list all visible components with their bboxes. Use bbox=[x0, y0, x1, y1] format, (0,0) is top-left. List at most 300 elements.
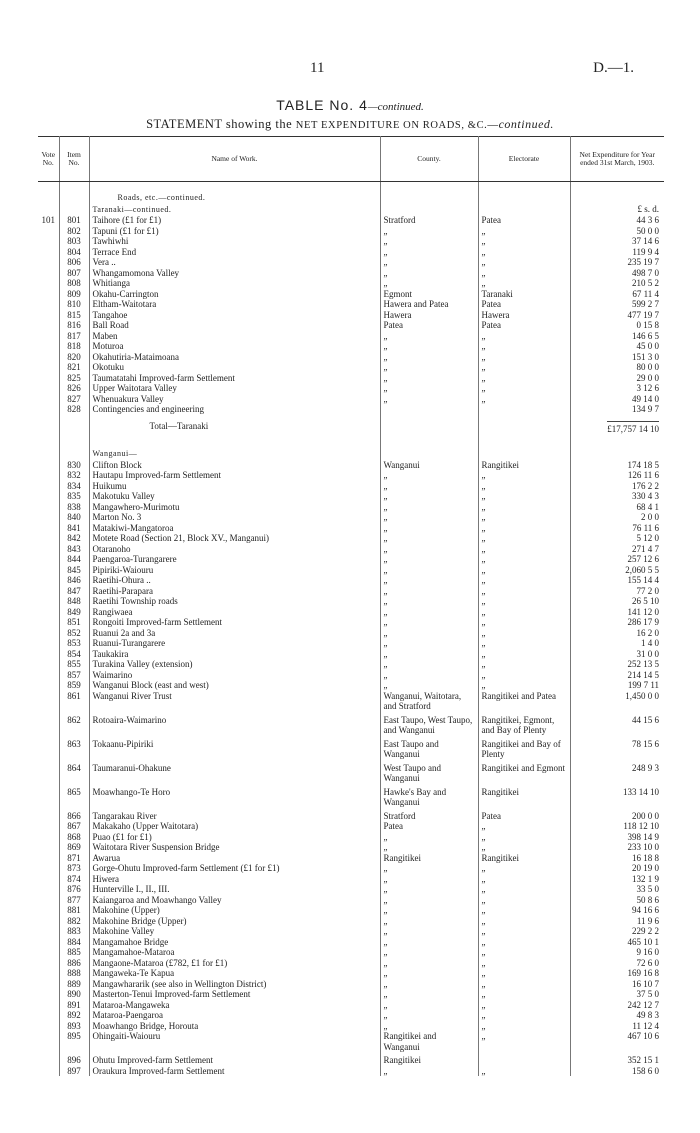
item-number: 807 bbox=[59, 268, 89, 279]
amount-cell: 44 15 6 bbox=[632, 714, 659, 725]
electorate-cell: „ bbox=[478, 905, 570, 916]
table-body bbox=[38, 182, 664, 1077]
electorate-cell: „ bbox=[478, 842, 570, 853]
total-label: Total—Taranaki bbox=[89, 415, 380, 449]
amount-cell: 50 0 0 bbox=[636, 225, 659, 236]
county-cell: „ bbox=[380, 1021, 478, 1032]
work-name: Taihore (£1 for £1) bbox=[89, 215, 380, 226]
vote-cell bbox=[38, 874, 59, 885]
item-number: 881 bbox=[59, 905, 89, 916]
table-row bbox=[38, 659, 664, 670]
amount-cell: 9 16 0 bbox=[636, 947, 659, 957]
county-cell: „ bbox=[380, 502, 478, 513]
county-cell: „ bbox=[380, 575, 478, 586]
vote-cell bbox=[38, 853, 59, 864]
county-cell: Stratford bbox=[380, 215, 478, 226]
vote-cell bbox=[38, 649, 59, 660]
item-number: 803 bbox=[59, 236, 89, 247]
work-name: Mangaone-Mataroa (£782, £1 for £1) bbox=[89, 958, 380, 969]
item-number: 849 bbox=[59, 607, 89, 618]
work-name: Makakaho (Upper Waitotara) bbox=[89, 821, 380, 832]
electorate-cell: „ bbox=[478, 937, 570, 948]
amount-cell: 16 2 0 bbox=[636, 627, 659, 638]
table-row bbox=[38, 247, 664, 258]
table-row bbox=[38, 916, 664, 927]
electorate-cell: „ bbox=[478, 874, 570, 885]
county-cell: „ bbox=[380, 670, 478, 681]
work-name: Okahu-Carrington bbox=[89, 289, 380, 300]
amount-cell: 20 19 0 bbox=[632, 863, 659, 873]
work-name: Maben bbox=[89, 331, 380, 342]
amount-cell: 50 8 6 bbox=[636, 894, 659, 905]
table-row bbox=[38, 968, 664, 979]
amount-cell: 80 0 0 bbox=[636, 362, 659, 372]
work-name: Hautapu Improved-farm Settlement bbox=[89, 470, 380, 481]
vote-cell bbox=[38, 470, 59, 481]
county-cell: „ bbox=[380, 523, 478, 534]
work-name: Taukakira bbox=[89, 649, 380, 660]
county-cell: „ bbox=[380, 512, 478, 523]
item-number: 832 bbox=[59, 470, 89, 481]
electorate-cell: „ bbox=[478, 1021, 570, 1032]
vote-cell bbox=[38, 310, 59, 321]
amount-cell: 77 2 0 bbox=[636, 585, 659, 596]
item-number: 818 bbox=[59, 341, 89, 352]
table-row bbox=[38, 512, 664, 523]
county-cell: „ bbox=[380, 926, 478, 937]
vote-cell bbox=[38, 289, 59, 300]
county-cell: Rangitikei and Wanganui bbox=[380, 1031, 478, 1055]
table-row bbox=[38, 1021, 664, 1032]
amount-cell: 11 12 4 bbox=[632, 1020, 659, 1031]
electorate-cell: „ bbox=[478, 638, 570, 649]
vote-cell bbox=[38, 691, 59, 715]
work-name: Whitianga bbox=[89, 278, 380, 289]
county-cell: West Taupo and Wanganui bbox=[380, 763, 478, 787]
vote-cell bbox=[38, 607, 59, 618]
item-number: 817 bbox=[59, 331, 89, 342]
county-cell bbox=[380, 448, 478, 460]
electorate-cell: „ bbox=[478, 821, 570, 832]
table-row bbox=[38, 739, 664, 763]
work-name: Makohine Valley bbox=[89, 926, 380, 937]
work-name: Mataroa-Mangaweka bbox=[89, 1000, 380, 1011]
vote-cell bbox=[38, 958, 59, 969]
amount-cell: 49 14 0 bbox=[632, 393, 659, 404]
county-cell: „ bbox=[380, 341, 478, 352]
work-name: Rangiwaea bbox=[89, 607, 380, 618]
item-number: 897 bbox=[59, 1066, 89, 1077]
county-cell: „ bbox=[380, 331, 478, 342]
electorate-cell: Rangitikei bbox=[478, 853, 570, 864]
county-cell: „ bbox=[380, 947, 478, 958]
county-cell: „ bbox=[380, 554, 478, 565]
county-cell: Patea bbox=[380, 320, 478, 331]
county-cell: „ bbox=[380, 544, 478, 555]
subtitle-subject: NET EXPENDITURE ON ROADS, &C. bbox=[295, 120, 488, 131]
district-heading-label: Wanganui— bbox=[92, 449, 138, 458]
table-row bbox=[38, 362, 664, 373]
vote-cell bbox=[38, 373, 59, 384]
item-number: 841 bbox=[59, 523, 89, 534]
table-row bbox=[38, 502, 664, 513]
electorate-cell: Rangitikei, Egmont, and Bay of Plenty bbox=[478, 715, 570, 739]
vote-cell bbox=[38, 811, 59, 822]
item-number: 892 bbox=[59, 1010, 89, 1021]
work-name: Tokaanu-Pipiriki bbox=[89, 739, 380, 763]
work-name: Puao (£1 for £1) bbox=[89, 832, 380, 843]
table-row bbox=[38, 331, 664, 342]
vote-cell bbox=[38, 739, 59, 763]
amount-cell: 31 0 0 bbox=[636, 648, 659, 659]
header-county: County. bbox=[380, 137, 478, 182]
vote-cell bbox=[38, 268, 59, 279]
expenditure-table bbox=[38, 136, 664, 1076]
electorate-cell: „ bbox=[478, 502, 570, 513]
amount-cell: 78 15 6 bbox=[632, 738, 659, 749]
electorate-cell: „ bbox=[478, 544, 570, 555]
table-row bbox=[38, 268, 664, 279]
county-cell: Hawera bbox=[380, 310, 478, 321]
county-cell: East Taupo, West Taupo, and Wanganui bbox=[380, 715, 478, 739]
work-name: Ohutu Improved-farm Settlement bbox=[89, 1055, 380, 1066]
table-row bbox=[38, 715, 664, 739]
amount-cell: 242 12 7 bbox=[627, 999, 659, 1010]
item-number: 840 bbox=[59, 512, 89, 523]
item-number: 830 bbox=[59, 460, 89, 471]
vote-cell bbox=[38, 1066, 59, 1077]
electorate-cell: „ bbox=[478, 968, 570, 979]
total-amount-value: £17,757 14 10 bbox=[607, 421, 659, 435]
work-name: Taumaranui-Ohakune bbox=[89, 763, 380, 787]
electorate-cell: „ bbox=[478, 523, 570, 534]
electorate-cell: „ bbox=[478, 512, 570, 523]
amount-cell: 477 19 7 bbox=[627, 309, 659, 320]
work-name: Raetihi Township roads bbox=[89, 596, 380, 607]
table-row bbox=[38, 310, 664, 321]
vote-cell bbox=[38, 1031, 59, 1055]
vote-cell bbox=[38, 596, 59, 607]
item-number: 828 bbox=[59, 404, 89, 415]
electorate-cell: „ bbox=[478, 383, 570, 394]
county-cell: „ bbox=[380, 470, 478, 481]
county-cell: „ bbox=[380, 659, 478, 670]
amount-cell: 210 5 2 bbox=[632, 278, 659, 288]
amount-cell: 67 11 4 bbox=[632, 288, 659, 299]
work-name: Oraukura Improved-farm Settlement bbox=[89, 1066, 380, 1077]
amount-cell: 257 12 6 bbox=[627, 554, 659, 564]
item-number: 847 bbox=[59, 586, 89, 597]
vote-cell bbox=[38, 947, 59, 958]
amount-cell: 49 8 3 bbox=[636, 1010, 659, 1020]
work-name: Makotuku Valley bbox=[89, 491, 380, 502]
work-name: Rotoaira-Waimarino bbox=[89, 715, 380, 739]
amount-cell: 126 11 6 bbox=[627, 470, 659, 480]
amount-cell: 72 6 0 bbox=[636, 957, 659, 968]
table-row bbox=[38, 691, 664, 715]
vote-cell bbox=[38, 863, 59, 874]
table-row bbox=[38, 763, 664, 787]
county-cell: „ bbox=[380, 649, 478, 660]
title-suffix: —continued. bbox=[367, 101, 424, 113]
work-name: Moawhango-Te Horo bbox=[89, 787, 380, 811]
amount-cell: 252 13 5 bbox=[627, 659, 659, 669]
table-row bbox=[38, 575, 664, 586]
work-name: Vera .. bbox=[89, 257, 380, 268]
subtitle-continued: —continued. bbox=[487, 117, 554, 131]
district-heading-taranaki: Taranaki—continued. bbox=[92, 204, 172, 214]
electorate-cell: „ bbox=[478, 989, 570, 1000]
work-name: Marton No. 3 bbox=[89, 512, 380, 523]
vote-cell bbox=[38, 236, 59, 247]
electorate-cell: „ bbox=[478, 268, 570, 279]
vote-cell bbox=[38, 1021, 59, 1032]
electorate-cell: „ bbox=[478, 649, 570, 660]
electorate-cell: „ bbox=[478, 554, 570, 565]
amount-cell: 94 16 6 bbox=[632, 905, 659, 915]
item-number: 854 bbox=[59, 649, 89, 660]
page-number: 11 bbox=[310, 60, 325, 76]
county-cell: „ bbox=[380, 586, 478, 597]
work-name: Turakina Valley (extension) bbox=[89, 659, 380, 670]
work-name: Makohine Bridge (Upper) bbox=[89, 916, 380, 927]
work-name: Mangaweka-Te Kapua bbox=[89, 968, 380, 979]
electorate-cell: „ bbox=[478, 481, 570, 492]
county-cell: „ bbox=[380, 268, 478, 279]
table-row bbox=[38, 544, 664, 555]
table-row bbox=[38, 989, 664, 1000]
vote-cell bbox=[38, 404, 59, 415]
amount-cell: 214 14 5 bbox=[627, 669, 659, 680]
work-name: Waitotara River Suspension Bridge bbox=[89, 842, 380, 853]
electorate-cell: Patea bbox=[478, 811, 570, 822]
work-name: Makohine (Upper) bbox=[89, 905, 380, 916]
work-name: Tangahoe bbox=[89, 310, 380, 321]
district-heading-row bbox=[38, 448, 664, 460]
item-number: 869 bbox=[59, 842, 89, 853]
table-row bbox=[38, 979, 664, 990]
work-name: Rongoiti Improved-farm Settlement bbox=[89, 617, 380, 628]
amount-cell: 44 3 6 bbox=[636, 215, 659, 225]
item-number: 809 bbox=[59, 289, 89, 300]
county-cell: „ bbox=[380, 842, 478, 853]
item-number: 867 bbox=[59, 821, 89, 832]
electorate-cell: „ bbox=[478, 257, 570, 268]
amount-cell: 271 4 7 bbox=[632, 543, 659, 554]
county-cell: „ bbox=[380, 916, 478, 927]
item-number: 877 bbox=[59, 895, 89, 906]
item-number: 816 bbox=[59, 320, 89, 331]
item-number: 866 bbox=[59, 811, 89, 822]
amount-cell: 1,450 0 0 bbox=[625, 690, 659, 701]
table-row bbox=[38, 787, 664, 811]
amount-cell: 134 9 7 bbox=[632, 404, 659, 414]
county-cell: „ bbox=[380, 596, 478, 607]
amount-cell: 176 2 2 bbox=[632, 480, 659, 491]
item-number: 857 bbox=[59, 670, 89, 681]
item-number: 842 bbox=[59, 533, 89, 544]
vote-cell bbox=[38, 989, 59, 1000]
item-number: 884 bbox=[59, 937, 89, 948]
electorate-cell: Rangitikei and Patea bbox=[478, 691, 570, 715]
table-row bbox=[38, 958, 664, 969]
item-number: 825 bbox=[59, 373, 89, 384]
vote-cell bbox=[38, 502, 59, 513]
amount-cell: 0 15 8 bbox=[636, 320, 659, 330]
electorate-cell bbox=[478, 404, 570, 415]
electorate-cell: „ bbox=[478, 1010, 570, 1021]
county-cell: Rangitikei bbox=[380, 853, 478, 864]
document-reference: D.—1. bbox=[593, 60, 634, 76]
amount-cell: 248 9 3 bbox=[632, 762, 659, 773]
electorate-cell: „ bbox=[478, 373, 570, 384]
electorate-cell: „ bbox=[478, 926, 570, 937]
county-cell: „ bbox=[380, 1000, 478, 1011]
item-number: 890 bbox=[59, 989, 89, 1000]
item-number: 865 bbox=[59, 787, 89, 811]
electorate-cell: „ bbox=[478, 470, 570, 481]
county-cell: „ bbox=[380, 884, 478, 895]
electorate-cell: Taranaki bbox=[478, 289, 570, 300]
item-number: 808 bbox=[59, 278, 89, 289]
subtitle-lead: STATEMENT showing the bbox=[146, 117, 293, 131]
amount-cell: 169 16 8 bbox=[627, 968, 659, 978]
vote-cell bbox=[38, 257, 59, 268]
table-row bbox=[38, 554, 664, 565]
electorate-cell: Patea bbox=[478, 215, 570, 226]
item-number: 855 bbox=[59, 659, 89, 670]
electorate-cell: „ bbox=[478, 680, 570, 691]
work-name: Contingencies and engineering bbox=[89, 404, 380, 415]
electorate-cell: „ bbox=[478, 596, 570, 607]
electorate-cell: „ bbox=[478, 617, 570, 628]
electorate-cell: „ bbox=[478, 533, 570, 544]
work-name: Eltham-Waitotara bbox=[89, 299, 380, 310]
amount-cell: 2 0 0 bbox=[641, 512, 659, 522]
vote-cell bbox=[38, 763, 59, 787]
electorate-cell: Rangitikei bbox=[478, 460, 570, 471]
work-name: Awarua bbox=[89, 853, 380, 864]
item-number: 871 bbox=[59, 853, 89, 864]
amount-cell bbox=[570, 448, 664, 460]
amount-cell: 398 14 9 bbox=[627, 831, 659, 842]
table-row bbox=[38, 257, 664, 268]
amount-cell: 118 12 10 bbox=[623, 821, 659, 831]
header-name: Name of Work. bbox=[89, 137, 380, 182]
work-name: Mangawhararik (see also in Wellington District) bbox=[89, 979, 380, 990]
table-row bbox=[38, 404, 664, 415]
work-name: Masterton-Tenui Improved-farm Settlement bbox=[89, 989, 380, 1000]
work-name: Ball Road bbox=[89, 320, 380, 331]
table-row bbox=[38, 565, 664, 576]
county-cell: „ bbox=[380, 874, 478, 885]
electorate-cell: „ bbox=[478, 362, 570, 373]
county-cell: „ bbox=[380, 832, 478, 843]
vote-cell bbox=[38, 565, 59, 576]
county-cell: „ bbox=[380, 628, 478, 639]
item-number: 827 bbox=[59, 394, 89, 405]
vote-cell bbox=[38, 1055, 59, 1066]
vote-cell bbox=[38, 448, 59, 460]
amount-cell: 29 0 0 bbox=[636, 372, 659, 383]
item-number: 802 bbox=[59, 226, 89, 237]
electorate-cell: Rangitikei and Egmont bbox=[478, 763, 570, 787]
section-heading: Roads, etc.—continued. bbox=[117, 193, 206, 202]
amount-cell: 132 1 9 bbox=[632, 873, 659, 884]
work-name: Paengaroa-Turangarere bbox=[89, 554, 380, 565]
vote-cell bbox=[38, 533, 59, 544]
work-name: Waimarino bbox=[89, 670, 380, 681]
electorate-cell: „ bbox=[478, 958, 570, 969]
header-item: Item No. bbox=[59, 137, 89, 182]
vote-cell bbox=[38, 680, 59, 691]
amount-cell: 330 4 3 bbox=[632, 491, 659, 501]
vote-cell bbox=[38, 394, 59, 405]
table-row bbox=[38, 215, 664, 226]
table-row bbox=[38, 1031, 664, 1055]
item-number: 876 bbox=[59, 884, 89, 895]
county-cell: „ bbox=[380, 247, 478, 258]
table-row bbox=[38, 649, 664, 660]
item-number: 891 bbox=[59, 1000, 89, 1011]
table-row bbox=[38, 853, 664, 864]
vote-cell bbox=[38, 575, 59, 586]
work-name: Otaranoho bbox=[89, 544, 380, 555]
amount-cell: 16 18 8 bbox=[632, 852, 659, 863]
table-row bbox=[38, 586, 664, 597]
amount-cell: 229 2 2 bbox=[632, 926, 659, 936]
amount-cell: 498 7 0 bbox=[632, 267, 659, 278]
work-name: Motete Road (Section 21, Block XV., Manganui) bbox=[89, 533, 380, 544]
item-number: 851 bbox=[59, 617, 89, 628]
vote-cell bbox=[38, 821, 59, 832]
amount-cell: 45 0 0 bbox=[636, 341, 659, 351]
vote-cell bbox=[38, 383, 59, 394]
electorate-cell: „ bbox=[478, 884, 570, 895]
vote-cell bbox=[38, 715, 59, 739]
work-name: Pipiriki-Waiouru bbox=[89, 565, 380, 576]
county-cell: Patea bbox=[380, 821, 478, 832]
table-row bbox=[38, 289, 664, 300]
vote-cell: 101 bbox=[38, 215, 59, 226]
table-row bbox=[38, 320, 664, 331]
county-cell: „ bbox=[380, 373, 478, 384]
work-name: Moturoa bbox=[89, 341, 380, 352]
section-heading-row bbox=[38, 182, 664, 204]
table-row bbox=[38, 491, 664, 502]
work-name: Hiwera bbox=[89, 874, 380, 885]
table-row bbox=[38, 628, 664, 639]
table-row bbox=[38, 905, 664, 916]
work-name: Raetihi-Ohura .. bbox=[89, 575, 380, 586]
amount-cell: 119 9 4 bbox=[632, 246, 659, 257]
amount-cell: 37 14 6 bbox=[632, 236, 659, 246]
item-number: 806 bbox=[59, 257, 89, 268]
item-number: 848 bbox=[59, 596, 89, 607]
vote-cell bbox=[38, 247, 59, 258]
electorate-cell: „ bbox=[478, 1066, 570, 1077]
item-number: 834 bbox=[59, 481, 89, 492]
vote-cell bbox=[38, 628, 59, 639]
amount-cell: 33 5 0 bbox=[636, 884, 659, 894]
county-cell: „ bbox=[380, 863, 478, 874]
county-cell: „ bbox=[380, 638, 478, 649]
item-number: 821 bbox=[59, 362, 89, 373]
electorate-cell: „ bbox=[478, 341, 570, 352]
electorate-cell: Patea bbox=[478, 299, 570, 310]
county-cell: „ bbox=[380, 533, 478, 544]
vote-cell bbox=[38, 226, 59, 237]
